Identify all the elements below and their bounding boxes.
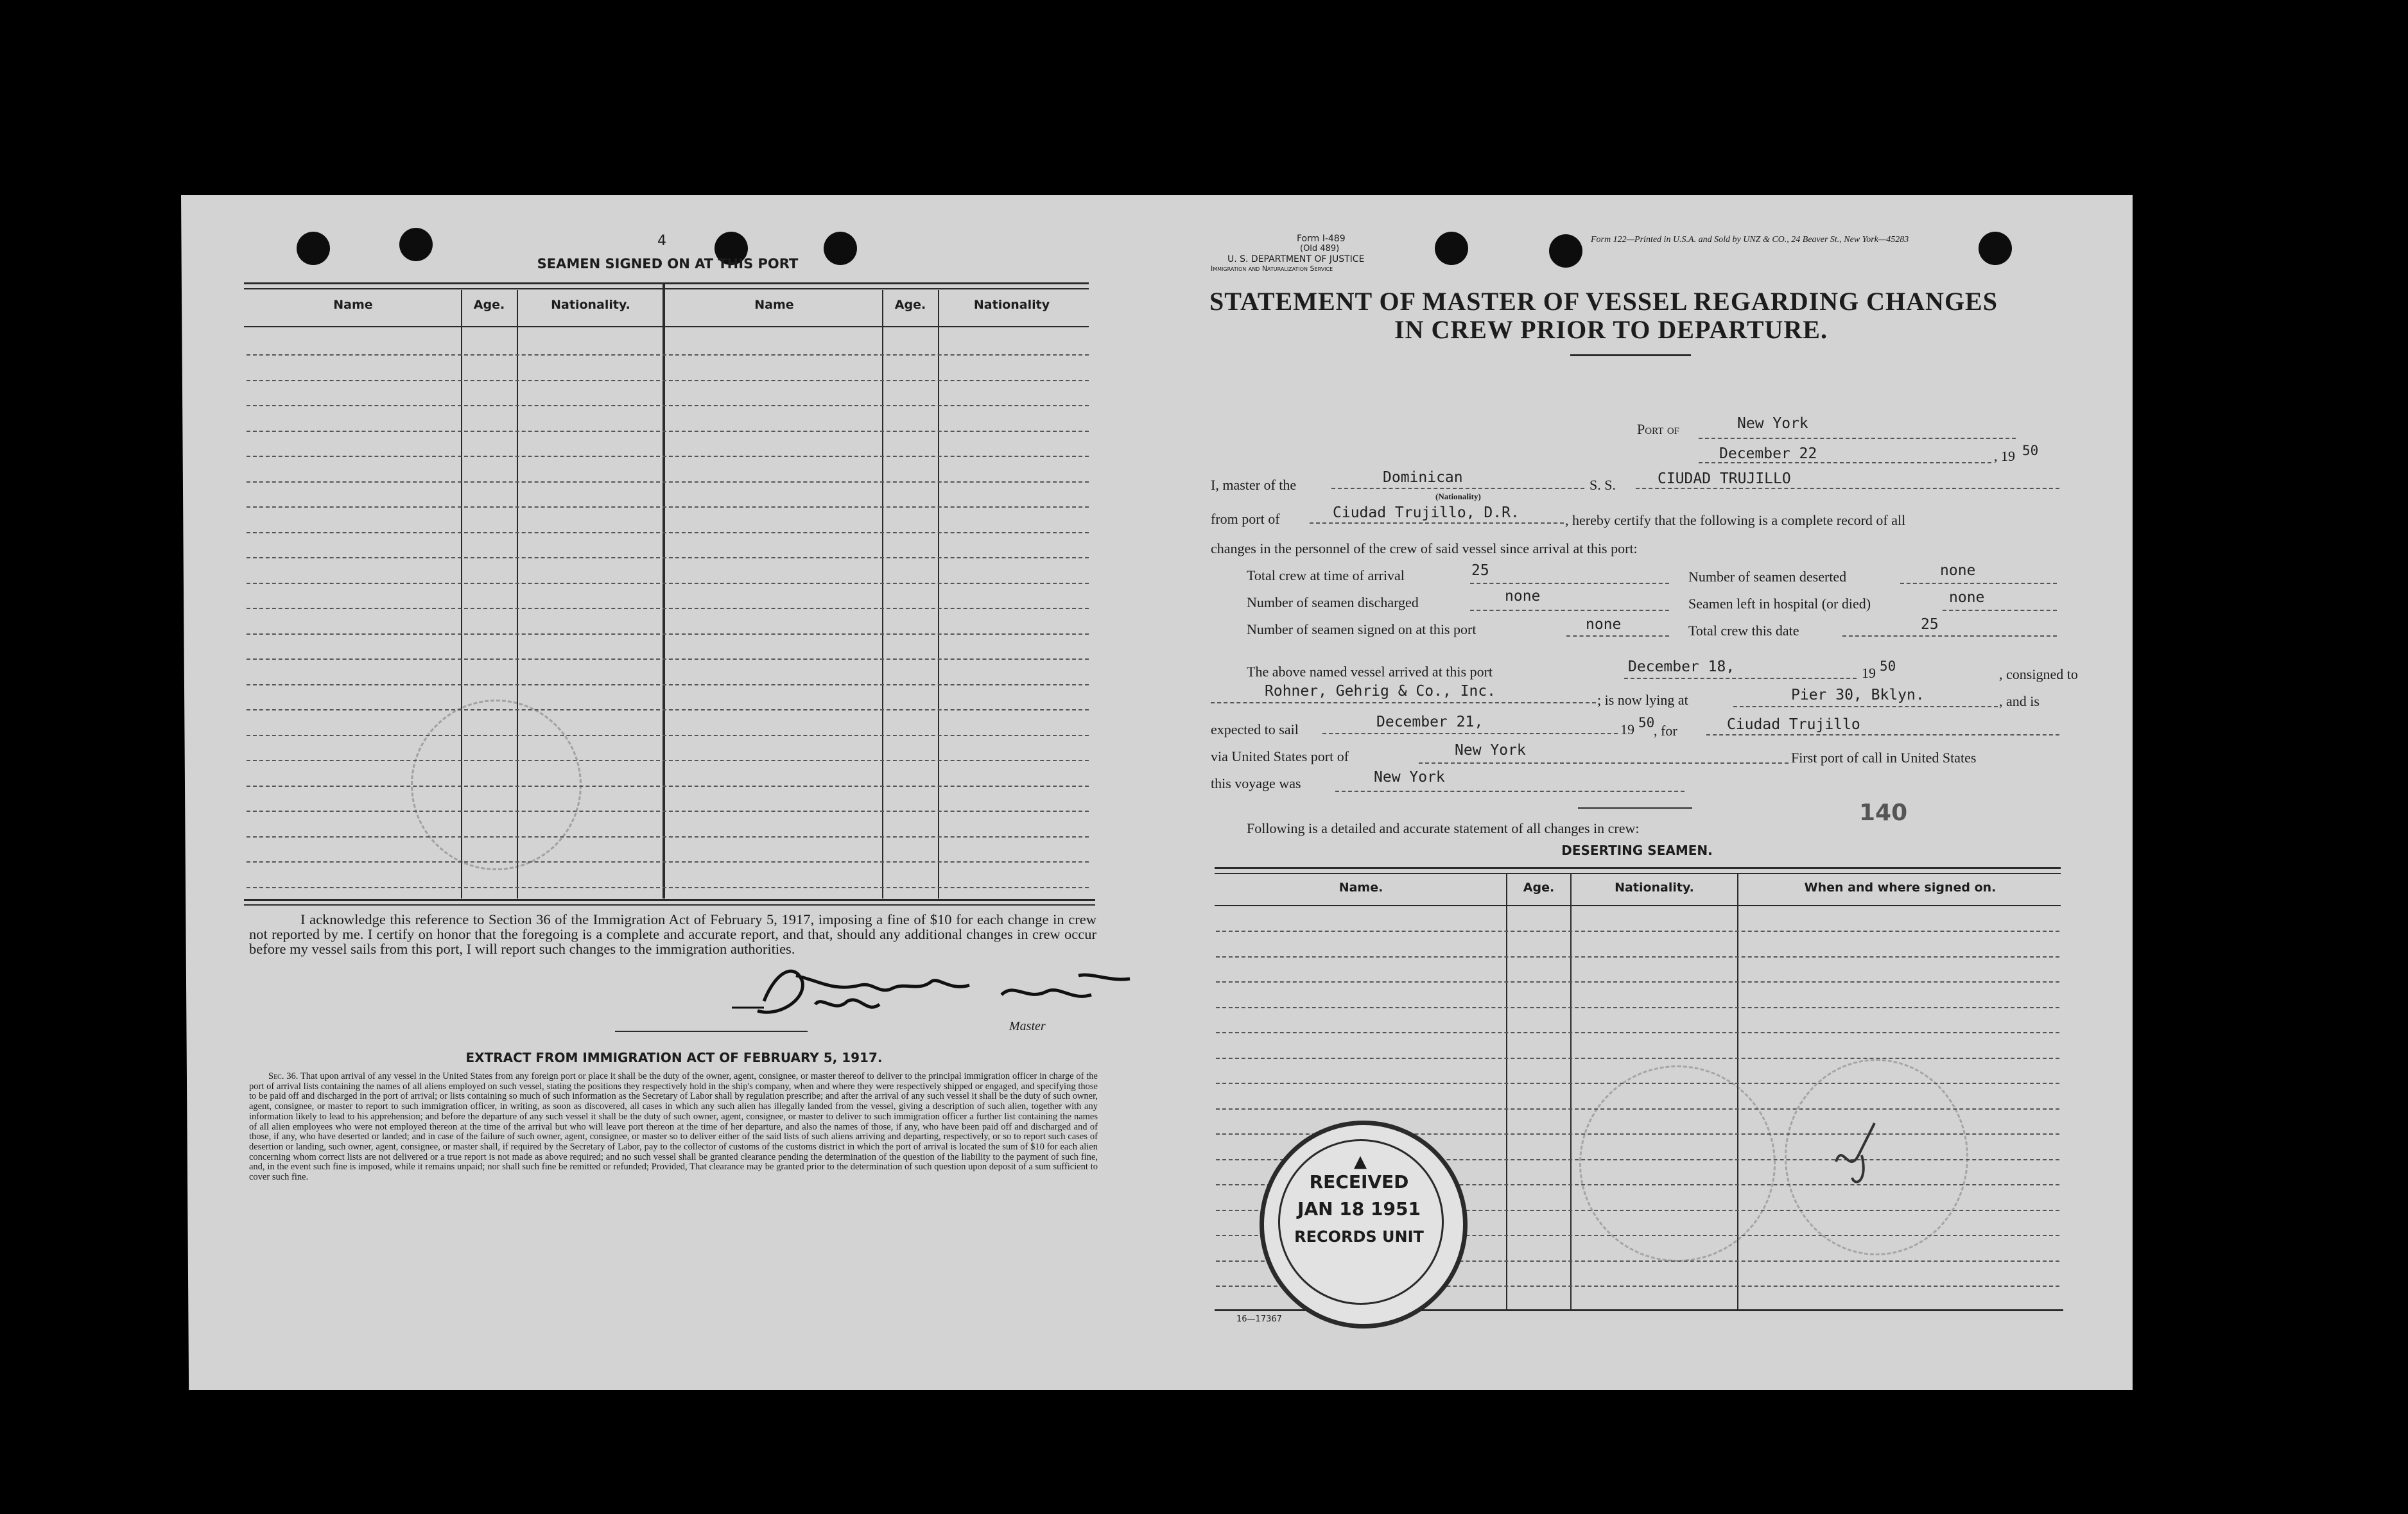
total-crew-date-label: Total crew this date (1688, 623, 1799, 639)
table-row (247, 709, 1089, 710)
changes-text: changes in the personnel of the crew of said vessel since arrival at this port: (1211, 540, 1638, 556)
table-row (247, 506, 1089, 508)
expected-label: expected to sail (1211, 721, 1299, 737)
first-port-label: First port of call in United States (1791, 750, 1977, 766)
port-of-label: Port of (1637, 421, 1680, 437)
from-port-label: from port of (1211, 511, 1280, 527)
hospital-value: none (1949, 589, 1985, 606)
fill-line (1470, 610, 1669, 611)
column-header: Name. (1338, 881, 1383, 895)
rule (244, 326, 1089, 327)
table-row (1216, 956, 2059, 958)
faint-stamp (411, 700, 582, 870)
discharged-label: Number of seamen discharged (1247, 594, 1419, 610)
arrived-date: December 18, (1628, 658, 1735, 675)
table-row (247, 532, 1089, 533)
stamped-number: 140 (1859, 800, 1908, 826)
for-label: , for (1654, 723, 1677, 739)
received-stamp (1260, 1121, 1468, 1329)
total-crew-arrival-label: Total crew at time of arrival (1247, 567, 1405, 583)
rule (244, 899, 1095, 901)
master-label: Master (1009, 1019, 1046, 1033)
table-row (247, 684, 1089, 685)
via-label: via United States port of (1211, 748, 1349, 764)
rule (244, 282, 1089, 284)
year-prefix: , 19 (1994, 448, 2015, 464)
table-row (247, 557, 1089, 558)
rule (1215, 873, 2061, 874)
certify-text: , hereby certify that the following is a complete record of all (1565, 512, 1906, 528)
received-stamp-line1: RECEIVED (1309, 1171, 1409, 1192)
column-header: Nationality (973, 298, 1050, 312)
table-row (247, 760, 1089, 761)
fill-line (1322, 733, 1618, 734)
table-row (247, 786, 1089, 787)
deserted-label: Number of seamen deserted (1688, 569, 1847, 585)
fill-line (1636, 488, 2059, 489)
column-header: Name (333, 298, 373, 312)
expected-year: 50 (1638, 715, 1655, 730)
arrived-year-prefix: 19 (1862, 665, 1876, 681)
rule (1215, 867, 2061, 869)
column-header: Nationality. (551, 298, 630, 312)
hospital-label: Seamen left in hospital (or died) (1688, 596, 1871, 612)
form-old-number: (Old 489) (1300, 244, 1340, 254)
lying-value: Pier 30, Bklyn. (1791, 687, 1925, 703)
fill-line (1470, 583, 1669, 584)
from-port-value: Ciudad Trujillo, D.R. (1333, 504, 1520, 521)
arrow-up-icon: ▲ (1354, 1152, 1367, 1171)
table-row (247, 481, 1089, 483)
column-header: Nationality. (1615, 881, 1694, 895)
page-number: 4 (657, 233, 666, 249)
department-name: U. S. DEPARTMENT OF JUSTICE (1227, 254, 1365, 264)
short-rule (1578, 807, 1692, 809)
column-header: Name (754, 298, 794, 312)
printer-line: Form 122—Printed in U.S.A. and Sold by UNZ & CO., 24 Beaver St., New York—45283 (1591, 235, 1909, 245)
deserted-value: none (1940, 562, 1976, 579)
fill-line (1699, 438, 2016, 439)
table-row (247, 836, 1089, 838)
date-value: December 22 (1719, 445, 1817, 462)
consignee-value: Rohner, Gehrig & Co., Inc. (1265, 683, 1496, 700)
table-row (1216, 931, 2059, 932)
expected-year-prefix: 19 (1620, 721, 1634, 737)
fill-line (1331, 488, 1584, 489)
fill-line (1900, 583, 2057, 584)
service-name: Immigration and Naturalization Service (1211, 264, 1333, 273)
signed-on-label: Number of seamen signed on at this port (1247, 621, 1477, 637)
acknowledgement-text: I acknowledge this reference to Section 36 of the Immigration Act of February 5, 1917, imposing a fine of $10 for each change in crew not reported by me. I certify on honor that the foregoing is a complete and accurate report, and that, should any additional changes in crew occur before my vessel sails from this port, I will report such changes to the immigration authorities. (249, 911, 1096, 957)
column-divider (1570, 874, 1572, 1311)
fill-line (1943, 610, 2057, 611)
vessel-name: CIUDAD TRUJILLO (1658, 470, 1791, 487)
fill-line (1566, 635, 1669, 637)
received-stamp-unit: RECORDS UNIT (1294, 1228, 1424, 1246)
received-stamp-date: JAN 18 1951 (1297, 1198, 1421, 1219)
fill-line (1733, 706, 1998, 707)
table-row (247, 633, 1089, 635)
extract-title: EXTRACT FROM IMMIGRATION ACT OF FEBRUARY 5, 1917. (465, 1050, 883, 1065)
table-row (247, 658, 1089, 660)
ss-label: S. S. (1589, 477, 1616, 493)
arrived-label: The above named vessel arrived at this port (1247, 664, 1493, 680)
table-row (1216, 1007, 2059, 1008)
signature-line (615, 1031, 808, 1032)
column-divider (938, 290, 939, 899)
section-36-lead: Sec. 36. (268, 1071, 299, 1081)
column-header: Age. (473, 298, 505, 312)
punch-hole (1979, 232, 2012, 265)
total-crew-date-value: 25 (1921, 616, 1939, 633)
following-text: Following is a detailed and accurate statement of all changes in crew: (1247, 820, 1640, 836)
section-36-text (249, 1072, 1098, 1183)
table-row (247, 811, 1089, 812)
fill-line (1842, 635, 2057, 637)
arrived-year: 50 (1880, 658, 1896, 674)
table-row (247, 583, 1089, 584)
table-row (247, 354, 1089, 356)
table-row (247, 608, 1089, 609)
fill-line (1310, 522, 1564, 524)
lying-label: ; is now lying at (1597, 692, 1688, 708)
rule (244, 288, 1089, 289)
master-of-label: I, master of the (1211, 477, 1297, 493)
initials-mark (1823, 1117, 1900, 1194)
section-title: SEAMEN SIGNED ON AT THIS PORT (537, 256, 799, 271)
year-value: 50 (2022, 443, 2039, 458)
for-value: Ciudad Trujillo (1727, 716, 1860, 733)
table-row (247, 456, 1089, 457)
consigned-label: , consigned to (1999, 666, 2078, 682)
table-row (247, 735, 1089, 736)
master-signature (668, 956, 1156, 1040)
section-36-body: That upon arrival of any vessel in the United States from any foreign port or place it shall be the duty of the owner, agent, consignee, or master thereof to deliver to the principal immigration officer in charge of the port of arrival lists containing the names of all aliens employed on such vessel, stating the positions they respectively hold in the ship's company, when and where they were respectively shipped or engaged, and specifying those to be paid off and discharged in the port of arrival; or lists containing so much of such information as the Secretary of Labor shall by regulation prescribe; and after the arrival of any such vessel it shall be the duty of such owner, agent, consignee, or master to report to such immigration officer, in writing, as soon as discovered, all cases in which any such alien has illegally landed from the vessel, giving a description of such alien, together with any information likely to lead to his apprehension; and before the departure of any such vessel it shall be the duty of such owner, agent, consignee, or master to deliver to such immigration officer a further list containing the names of all alien employees who were not employed thereon at the time of the arrival but who will leave port thereon at the time of her departure, and also the names of those, if any, who have been paid off and discharged and of those, if any, who have deserted or landed; and in case of the failure of such owner, agent, consignee, or master so to deliver either of the said lists of such aliens arriving and departing, respectively, or so to report such cases of desertion or landing, such owner, agent, consignee, or master shall, if required by the Secretary of Labor, pay to the collector of customs of the customs district in which the port of arrival is located the sum of $10 for each alien concerning whom correct lists are not delivered or a true report is not made as above required; and no such vessel shall be granted clearance pending the determination of the question of the liability to the payment of such fine, and, in the event such fine is imposed, while it remains unpaid; nor shall such fine be remitted or refunded; Provided, That clearance may be granted prior to the determination of such question upon deposit of a sum sufficient to cover such fine. (249, 1071, 1098, 1183)
rule (1215, 905, 2061, 906)
column-header: Age. (1523, 881, 1555, 895)
fill-line (1699, 462, 1991, 463)
voyage-value: New York (1374, 769, 1445, 786)
nationality-value: Dominican (1383, 469, 1463, 486)
fill-line (1211, 702, 1596, 703)
column-header: Age. (894, 298, 926, 312)
column-divider (1506, 874, 1507, 1311)
punch-hole (297, 232, 330, 265)
table-row (1216, 1032, 2059, 1033)
deserting-seamen-title: DESERTING SEAMEN. (1561, 843, 1713, 858)
table-row (1216, 981, 2059, 983)
signed-on-value: none (1586, 616, 1622, 633)
rule (244, 904, 1095, 906)
punch-hole (1435, 232, 1468, 265)
fill-line (1419, 762, 1789, 764)
voyage-label: this voyage was (1211, 775, 1301, 791)
table-row (1216, 1058, 2059, 1059)
nationality-caption: (Nationality) (1435, 492, 1481, 501)
discharged-value: none (1505, 588, 1541, 605)
column-header: When and where signed on. (1804, 881, 1997, 895)
punch-hole (399, 228, 433, 261)
table-row (247, 380, 1089, 381)
table-row (247, 431, 1089, 432)
expected-date: December 21, (1376, 714, 1484, 730)
table-row (247, 405, 1089, 406)
fill-line (1706, 734, 2059, 735)
form-number: Form I-489 (1297, 234, 1346, 244)
form-title-line-2: IN CREW PRIOR TO DEPARTURE. (1394, 315, 1828, 344)
title-underline (1570, 354, 1691, 356)
table-row (247, 861, 1089, 863)
total-crew-arrival-value: 25 (1471, 562, 1489, 579)
fill-line (1335, 791, 1685, 792)
fill-line (1624, 678, 1857, 679)
via-value: New York (1455, 742, 1526, 759)
punch-hole (1549, 234, 1582, 268)
footer-code: 16—17367 (1236, 1314, 1282, 1324)
port-of-value: New York (1737, 415, 1808, 432)
column-divider (882, 290, 883, 899)
form-title: STATEMENT OF MASTER OF VESSEL REGARDING CHANGES (1209, 287, 1998, 316)
column-divider (663, 282, 665, 899)
and-is-label: , and is (1999, 693, 2040, 709)
table-row (247, 887, 1089, 888)
faint-stamp (1579, 1065, 1776, 1262)
